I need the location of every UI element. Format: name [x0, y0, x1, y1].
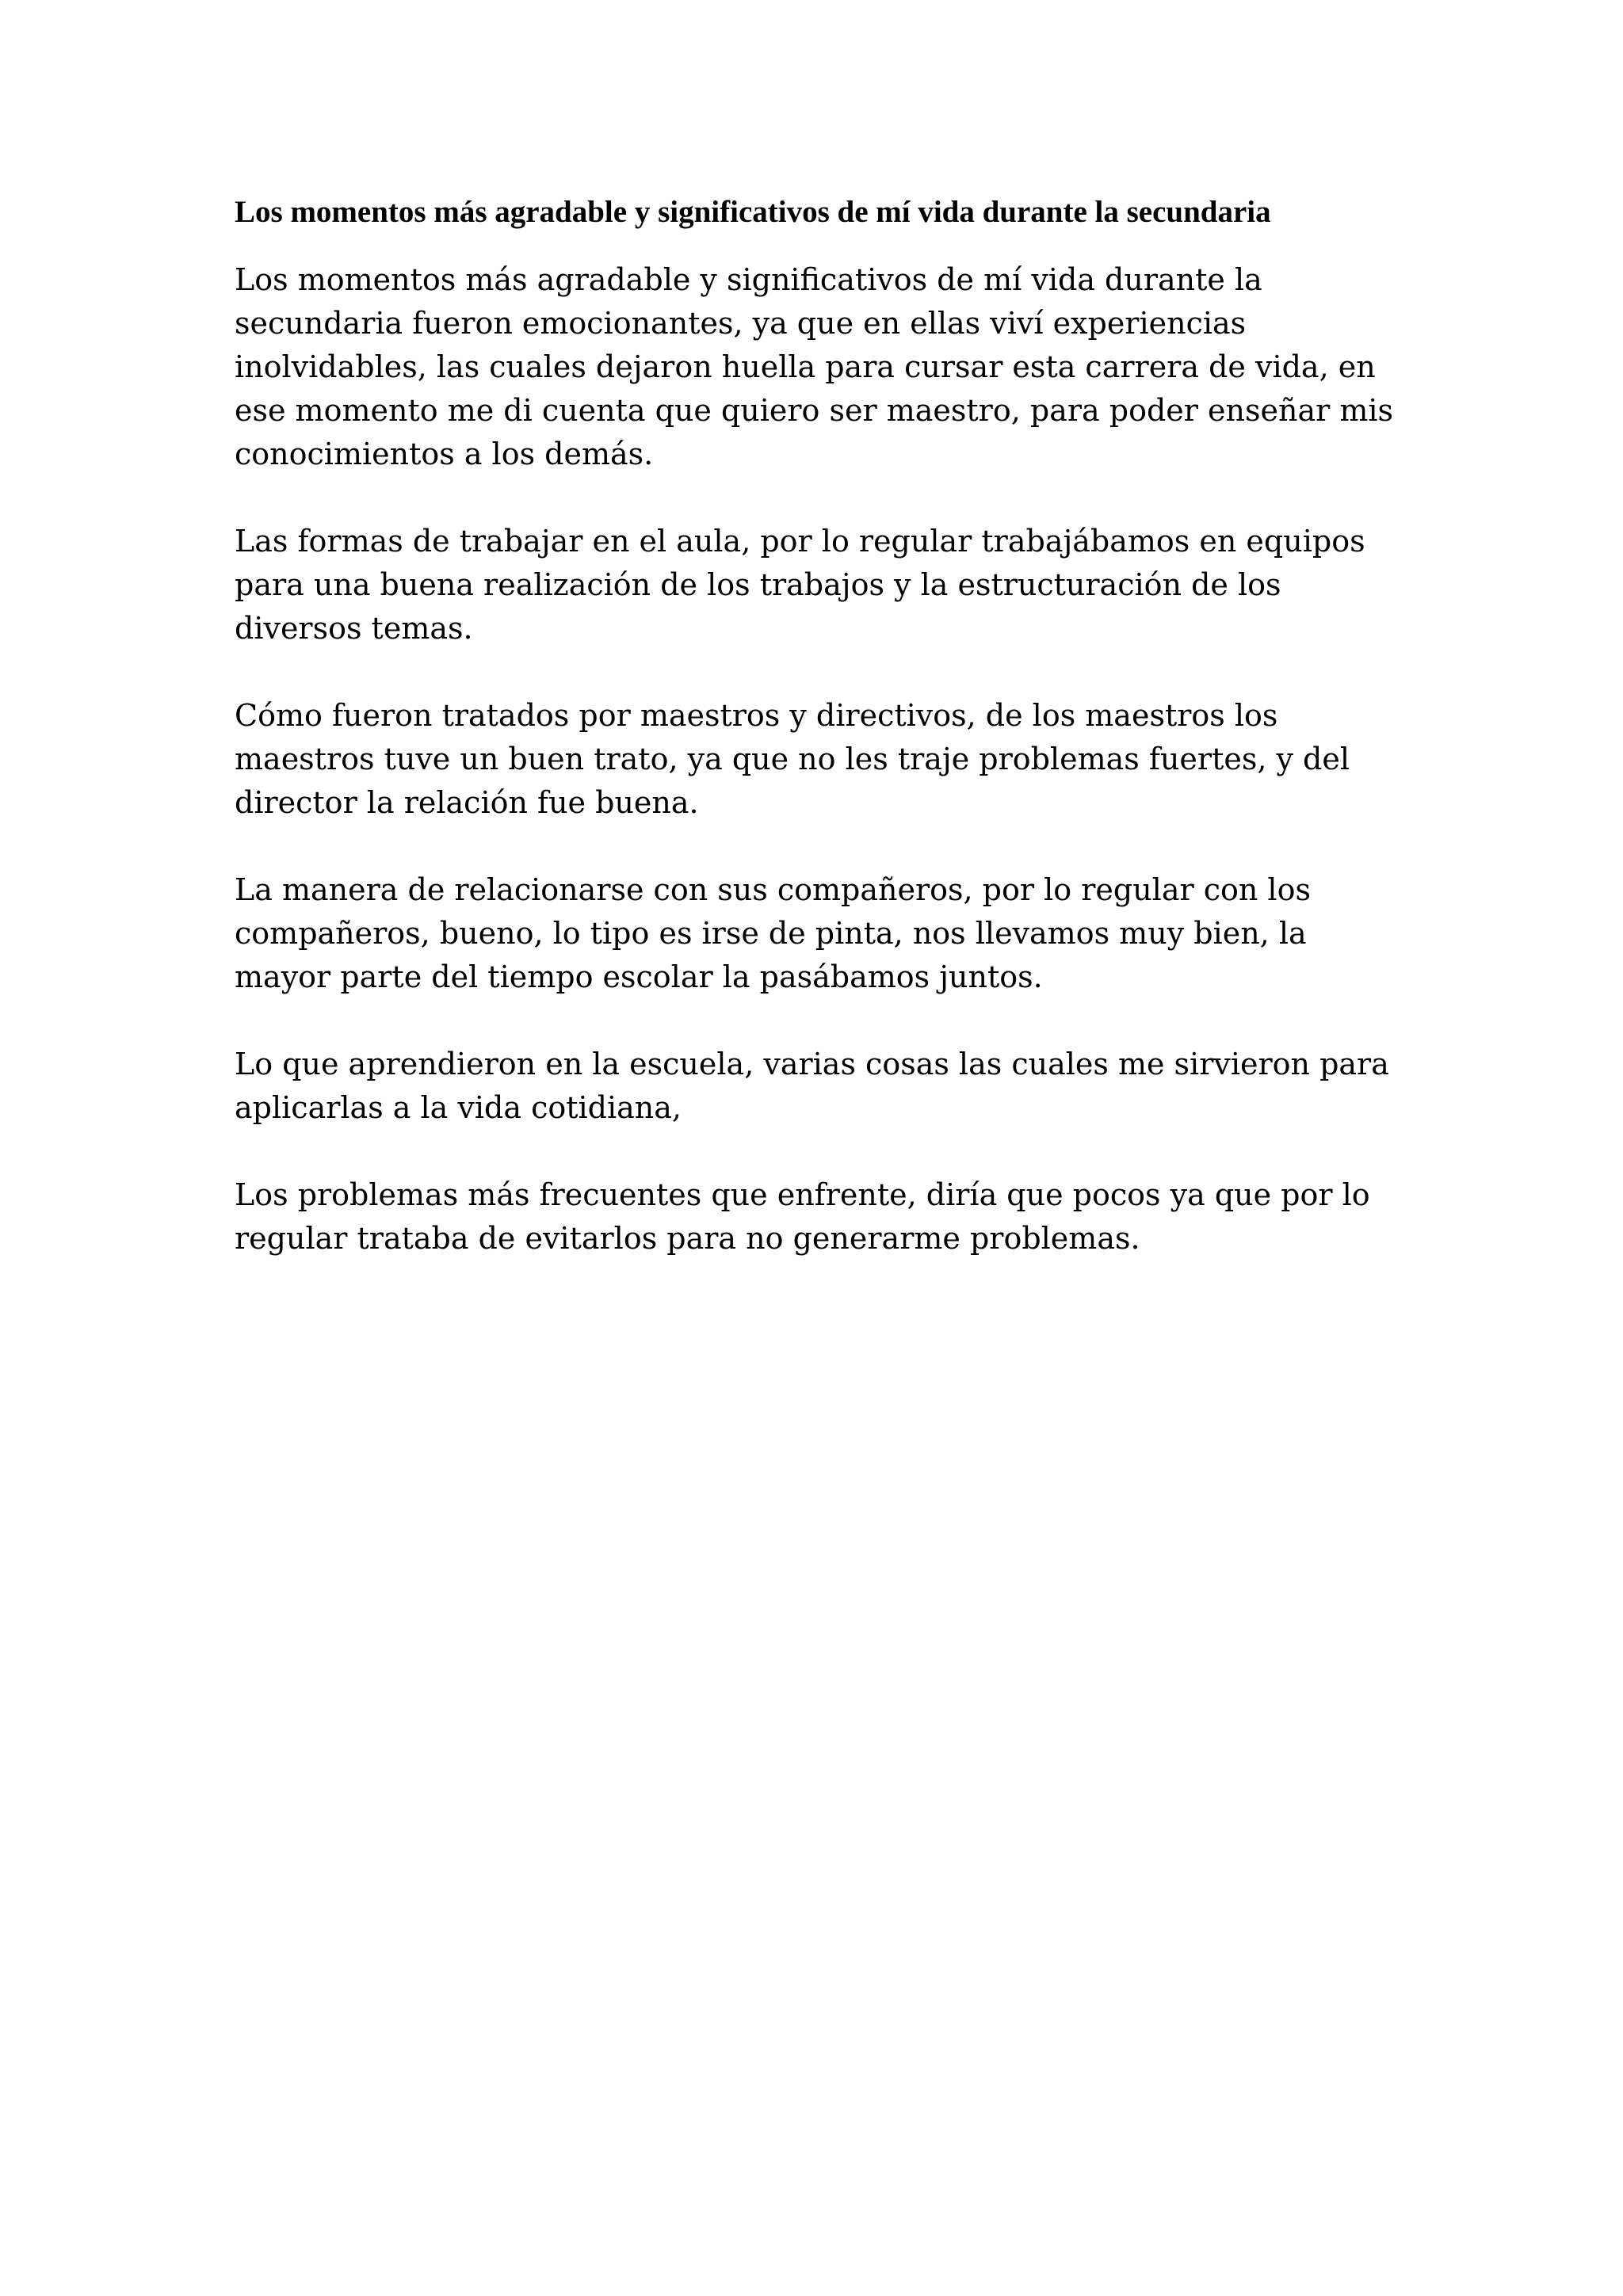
document-body	[235, 190, 1407, 1261]
paragraph: La manera de relacionarse con sus compañeros, por lo regular con los compañeros, bueno, lo tipo es irse de pinta, nos llevamos muy bien, la mayor parte del tiempo escolar la pasábamos juntos.	[235, 872, 1311, 994]
document-title: Los momentos más agradable y significativos de mí vida durante la secundaria	[235, 195, 1271, 229]
paragraph: Los problemas más frecuentes que enfrente, diría que pocos ya que por lo regular trataba de evitarlos para no generarme problemas.	[235, 1177, 1370, 1256]
paragraph: Lo que aprendieron en la escuela, varias cosas las cuales me sirvieron para aplicarlas a la vida cotidiana,	[235, 1047, 1389, 1125]
paragraph: Las formas de trabajar en el aula, por lo regular trabajábamos en equipos para una buena realización de los trabajos y la estructuración de los diversos temas.	[235, 524, 1365, 646]
paragraph: Cómo fueron tratados por maestros y directivos, de los maestros los maestros tuve un buen trato, ya que no les traje problemas fuertes, y del director la relación fue buena.	[235, 698, 1350, 820]
paragraph: Los momentos más agradable y significativos de mí vida durante la secundaria fueron emocionantes, ya que en ellas viví experiencias inolvidables, las cuales dejaron huella para cursar esta carrera de vida, en ese momento me di cuenta que quiero ser maestro, para poder enseñar mis conocimientos a los demás.	[235, 262, 1394, 471]
